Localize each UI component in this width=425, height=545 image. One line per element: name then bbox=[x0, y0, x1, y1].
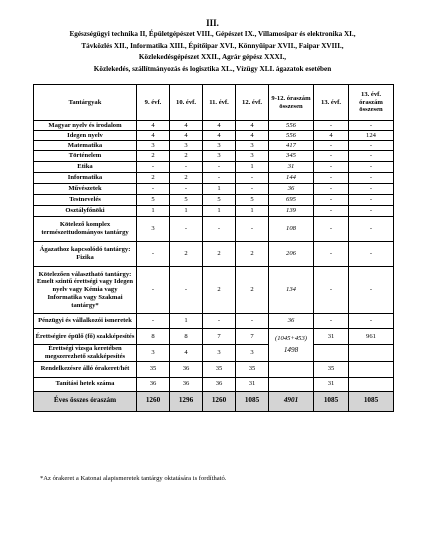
cell-grade-11: 7 bbox=[203, 329, 236, 345]
heading-line: Közlekedés, szállítmányozás és logisztika XL., Vízügy XLI. ágazatok esetében bbox=[93, 64, 332, 73]
cell-total-merged bbox=[269, 329, 314, 362]
cell-subject: Történelem bbox=[34, 151, 137, 162]
cell-total-13 bbox=[349, 377, 394, 391]
table-row bbox=[34, 141, 394, 151]
cell-grade-11: 1260 bbox=[203, 391, 236, 411]
cell-total-13: - bbox=[349, 195, 394, 206]
cell-grade-13: - bbox=[314, 151, 349, 162]
cell-grade-9: 8 bbox=[137, 329, 170, 345]
cell-grade-9: - bbox=[137, 162, 170, 173]
cell-total-13: - bbox=[349, 217, 394, 242]
cell-grade-9: - bbox=[137, 267, 170, 314]
cell-total-9-12: 556 bbox=[269, 121, 314, 131]
cell-subject: Rendelkezésre álló órakeret/hét bbox=[34, 361, 137, 377]
cell-total-13: - bbox=[349, 141, 394, 151]
table-row bbox=[34, 361, 394, 377]
cell-grade-10: - bbox=[170, 162, 203, 173]
cell-total-9-12: 695 bbox=[269, 195, 314, 206]
cell-grade-11: 3 bbox=[203, 345, 236, 362]
cell-subject: Ágazathoz kapcsolódó tantárgy: Fizika bbox=[34, 242, 137, 267]
cell-total-9-12: 144 bbox=[269, 173, 314, 184]
header-grade-9: 9. évf. bbox=[137, 85, 170, 121]
table-row bbox=[34, 267, 394, 314]
annual-total-row bbox=[34, 391, 394, 411]
table-row bbox=[34, 162, 394, 173]
cell-grade-9: - bbox=[137, 184, 170, 195]
cell-grade-12: - bbox=[236, 173, 269, 184]
cell-subject: Éves összes óraszám bbox=[34, 391, 137, 411]
cell-grade-9: 1 bbox=[137, 206, 170, 217]
cell-grade-13: - bbox=[314, 141, 349, 151]
cell-grade-11: - bbox=[203, 217, 236, 242]
cell-grade-12: - bbox=[236, 217, 269, 242]
cell-grade-10: 1 bbox=[170, 314, 203, 329]
cell-subject: Tanítási hetek száma bbox=[34, 377, 137, 391]
cell-grade-13: - bbox=[314, 242, 349, 267]
cell-total-9-12: 4901 bbox=[269, 391, 314, 411]
cell-subject: Testnevelés bbox=[34, 195, 137, 206]
cell-grade-12: 2 bbox=[236, 267, 269, 314]
cell-total-9-12 bbox=[269, 377, 314, 391]
cell-grade-12: 7 bbox=[236, 329, 269, 345]
cell-grade-12: 1 bbox=[236, 162, 269, 173]
cell-subject: Kötelező komplex természettudományos tantárgy bbox=[34, 217, 137, 242]
cell-total-9-12: 345 bbox=[269, 151, 314, 162]
cell-grade-13: - bbox=[314, 162, 349, 173]
cell-subject: Művészetek bbox=[34, 184, 137, 195]
cell-grade-11: 5 bbox=[203, 195, 236, 206]
cell-total-13: - bbox=[349, 121, 394, 131]
cell-grade-11: - bbox=[203, 162, 236, 173]
merged-total-breakdown: (1045+453) bbox=[275, 334, 307, 342]
cell-subject: Érettségire épülő (fő) szakképesítés bbox=[34, 329, 137, 345]
cell-grade-9: - bbox=[137, 314, 170, 329]
cell-grade-10: 4 bbox=[170, 345, 203, 362]
cell-grade-10: 2 bbox=[170, 242, 203, 267]
cell-grade-13: 31 bbox=[314, 377, 349, 391]
header-subject: Tantárgyak bbox=[34, 85, 137, 121]
cell-total-13 bbox=[349, 361, 394, 377]
cell-grade-12: 1085 bbox=[236, 391, 269, 411]
cell-grade-12: 31 bbox=[236, 377, 269, 391]
cell-grade-10: 8 bbox=[170, 329, 203, 345]
cell-total-9-12: 31 bbox=[269, 162, 314, 173]
cell-grade-11: 3 bbox=[203, 151, 236, 162]
cell-grade-10: 4 bbox=[170, 131, 203, 141]
heading-line: Távközlés XII., Informatika XIII., Építőipar XVI., Könnyűipar XVII., Faipar XVIII., bbox=[81, 41, 344, 50]
cell-grade-11: 1 bbox=[203, 184, 236, 195]
cell-total-9-12: 139 bbox=[269, 206, 314, 217]
header-grade-10: 10. évf. bbox=[170, 85, 203, 121]
header-total-13: 13. évf. óraszám összesen bbox=[349, 85, 394, 121]
cell-total-9-12: 556 bbox=[269, 131, 314, 141]
cell-grade-11: 1 bbox=[203, 206, 236, 217]
cell-total-9-12: 108 bbox=[269, 217, 314, 242]
table-row bbox=[34, 184, 394, 195]
cell-total-13: - bbox=[349, 267, 394, 314]
cell-grade-13 bbox=[314, 345, 349, 362]
table-row bbox=[34, 195, 394, 206]
cell-grade-12: 3 bbox=[236, 141, 269, 151]
cell-subject: Etika bbox=[34, 162, 137, 173]
cell-grade-12: - bbox=[236, 314, 269, 329]
cell-grade-9: 4 bbox=[137, 131, 170, 141]
cell-grade-12: - bbox=[236, 184, 269, 195]
cell-grade-10: 2 bbox=[170, 173, 203, 184]
cell-subject: Osztályfőnöki bbox=[34, 206, 137, 217]
table-row bbox=[34, 206, 394, 217]
cell-grade-11: - bbox=[203, 173, 236, 184]
document-heading bbox=[16, 18, 409, 75]
cell-subject: Magyar nyelv és irodalom bbox=[34, 121, 137, 131]
cell-grade-10: 4 bbox=[170, 121, 203, 131]
cell-grade-12: 5 bbox=[236, 195, 269, 206]
header-grade-12: 12. évf. bbox=[236, 85, 269, 121]
timetable-table bbox=[33, 84, 394, 412]
cell-grade-11: 35 bbox=[203, 361, 236, 377]
table-row bbox=[34, 173, 394, 184]
heading-line: Egészségügyi technika II, Épületgépészet VIII., Gépészet IX., Villamosipar és elektronika XI., bbox=[69, 30, 356, 38]
cell-grade-12: 4 bbox=[236, 121, 269, 131]
table-row bbox=[34, 377, 394, 391]
cell-total-13: 961 bbox=[349, 329, 394, 345]
cell-grade-9: 2 bbox=[137, 173, 170, 184]
cell-total-13: 1085 bbox=[349, 391, 394, 411]
cell-subject: Pénzügyi és vállalkozói ismeretek bbox=[34, 314, 137, 329]
cell-grade-9: 36 bbox=[137, 377, 170, 391]
table-row bbox=[34, 121, 394, 131]
table-row bbox=[34, 217, 394, 242]
cell-subject: Érettségi vizsga keretében megszerezhető szakképesítés bbox=[34, 345, 137, 362]
cell-grade-10: 5 bbox=[170, 195, 203, 206]
cell-grade-12: 4 bbox=[236, 131, 269, 141]
cell-grade-11: - bbox=[203, 314, 236, 329]
cell-grade-11: 4 bbox=[203, 131, 236, 141]
cell-grade-13: - bbox=[314, 195, 349, 206]
cell-grade-11: 2 bbox=[203, 267, 236, 314]
cell-total-9-12: 417 bbox=[269, 141, 314, 151]
cell-total-13 bbox=[349, 345, 394, 362]
cell-total-9-12: 36 bbox=[269, 184, 314, 195]
cell-grade-12: 3 bbox=[236, 151, 269, 162]
cell-grade-12: 1 bbox=[236, 206, 269, 217]
merged-total-value: 1498 bbox=[283, 346, 299, 355]
cell-total-9-12 bbox=[269, 361, 314, 377]
cell-grade-13: - bbox=[314, 121, 349, 131]
header-grade-11: 11. évf. bbox=[203, 85, 236, 121]
cell-grade-9: 3 bbox=[137, 217, 170, 242]
cell-total-13: 124 bbox=[349, 131, 394, 141]
footnote: *Az órakeret a Katonai alapismeretek tantárgy oktatására is fordítható. bbox=[40, 475, 227, 482]
cell-total-13: - bbox=[349, 173, 394, 184]
cell-total-13: - bbox=[349, 184, 394, 195]
cell-total-13: - bbox=[349, 314, 394, 329]
cell-grade-13: 31 bbox=[314, 329, 349, 345]
cell-total-13: - bbox=[349, 162, 394, 173]
cell-grade-13: 1085 bbox=[314, 391, 349, 411]
cell-grade-11: 36 bbox=[203, 377, 236, 391]
cell-grade-10: 36 bbox=[170, 377, 203, 391]
table-row bbox=[34, 345, 394, 362]
cell-grade-9: 4 bbox=[137, 121, 170, 131]
cell-grade-9: - bbox=[137, 242, 170, 267]
cell-total-13: - bbox=[349, 242, 394, 267]
header-grade-13: 13. évf. bbox=[314, 85, 349, 121]
cell-grade-13: - bbox=[314, 267, 349, 314]
cell-grade-10: 2 bbox=[170, 151, 203, 162]
cell-grade-11: 3 bbox=[203, 141, 236, 151]
cell-subject: Kötelezően választható tantárgy: Emelt szintű érettségi vagy Idegen nyelv vagy Kémia vagy Informatika vagy Szakmai tantárgy* bbox=[34, 267, 137, 314]
cell-grade-10: - bbox=[170, 184, 203, 195]
cell-grade-9: 5 bbox=[137, 195, 170, 206]
cell-grade-13: - bbox=[314, 217, 349, 242]
cell-total-9-12: 206 bbox=[269, 242, 314, 267]
heading-line: Közlekedésgépészet XXII., Agrár gépész XXXI., bbox=[138, 53, 287, 62]
cell-grade-12: 35 bbox=[236, 361, 269, 377]
header-total-9-12: 9-12. óraszám összesen bbox=[269, 85, 314, 121]
table-row bbox=[34, 131, 394, 141]
cell-total-9-12: 134 bbox=[269, 267, 314, 314]
cell-grade-10: 1296 bbox=[170, 391, 203, 411]
cell-grade-10: 3 bbox=[170, 141, 203, 151]
cell-grade-10: 36 bbox=[170, 361, 203, 377]
cell-grade-9: 35 bbox=[137, 361, 170, 377]
cell-total-9-12: 36 bbox=[269, 314, 314, 329]
cell-total-13: - bbox=[349, 206, 394, 217]
table-row bbox=[34, 314, 394, 329]
table-row bbox=[34, 242, 394, 267]
cell-grade-9: 3 bbox=[137, 141, 170, 151]
cell-grade-10: 1 bbox=[170, 206, 203, 217]
cell-grade-13: - bbox=[314, 184, 349, 195]
header-row bbox=[34, 85, 394, 121]
cell-grade-12: 3 bbox=[236, 345, 269, 362]
section-number: III. bbox=[206, 18, 219, 28]
cell-grade-10: - bbox=[170, 267, 203, 314]
cell-grade-13: 4 bbox=[314, 131, 349, 141]
cell-subject: Matematika bbox=[34, 141, 137, 151]
table-row bbox=[34, 151, 394, 162]
cell-grade-11: 2 bbox=[203, 242, 236, 267]
cell-grade-9: 1260 bbox=[137, 391, 170, 411]
cell-subject: Informatika bbox=[34, 173, 137, 184]
cell-grade-9: 2 bbox=[137, 151, 170, 162]
cell-total-13: - bbox=[349, 151, 394, 162]
cell-grade-13: - bbox=[314, 314, 349, 329]
cell-grade-12: 2 bbox=[236, 242, 269, 267]
table-row bbox=[34, 329, 394, 345]
cell-grade-9: 3 bbox=[137, 345, 170, 362]
cell-grade-13: - bbox=[314, 173, 349, 184]
cell-grade-10: - bbox=[170, 217, 203, 242]
cell-grade-11: 4 bbox=[203, 121, 236, 131]
cell-grade-13: - bbox=[314, 206, 349, 217]
cell-grade-13: 35 bbox=[314, 361, 349, 377]
cell-subject: Idegen nyelv bbox=[34, 131, 137, 141]
